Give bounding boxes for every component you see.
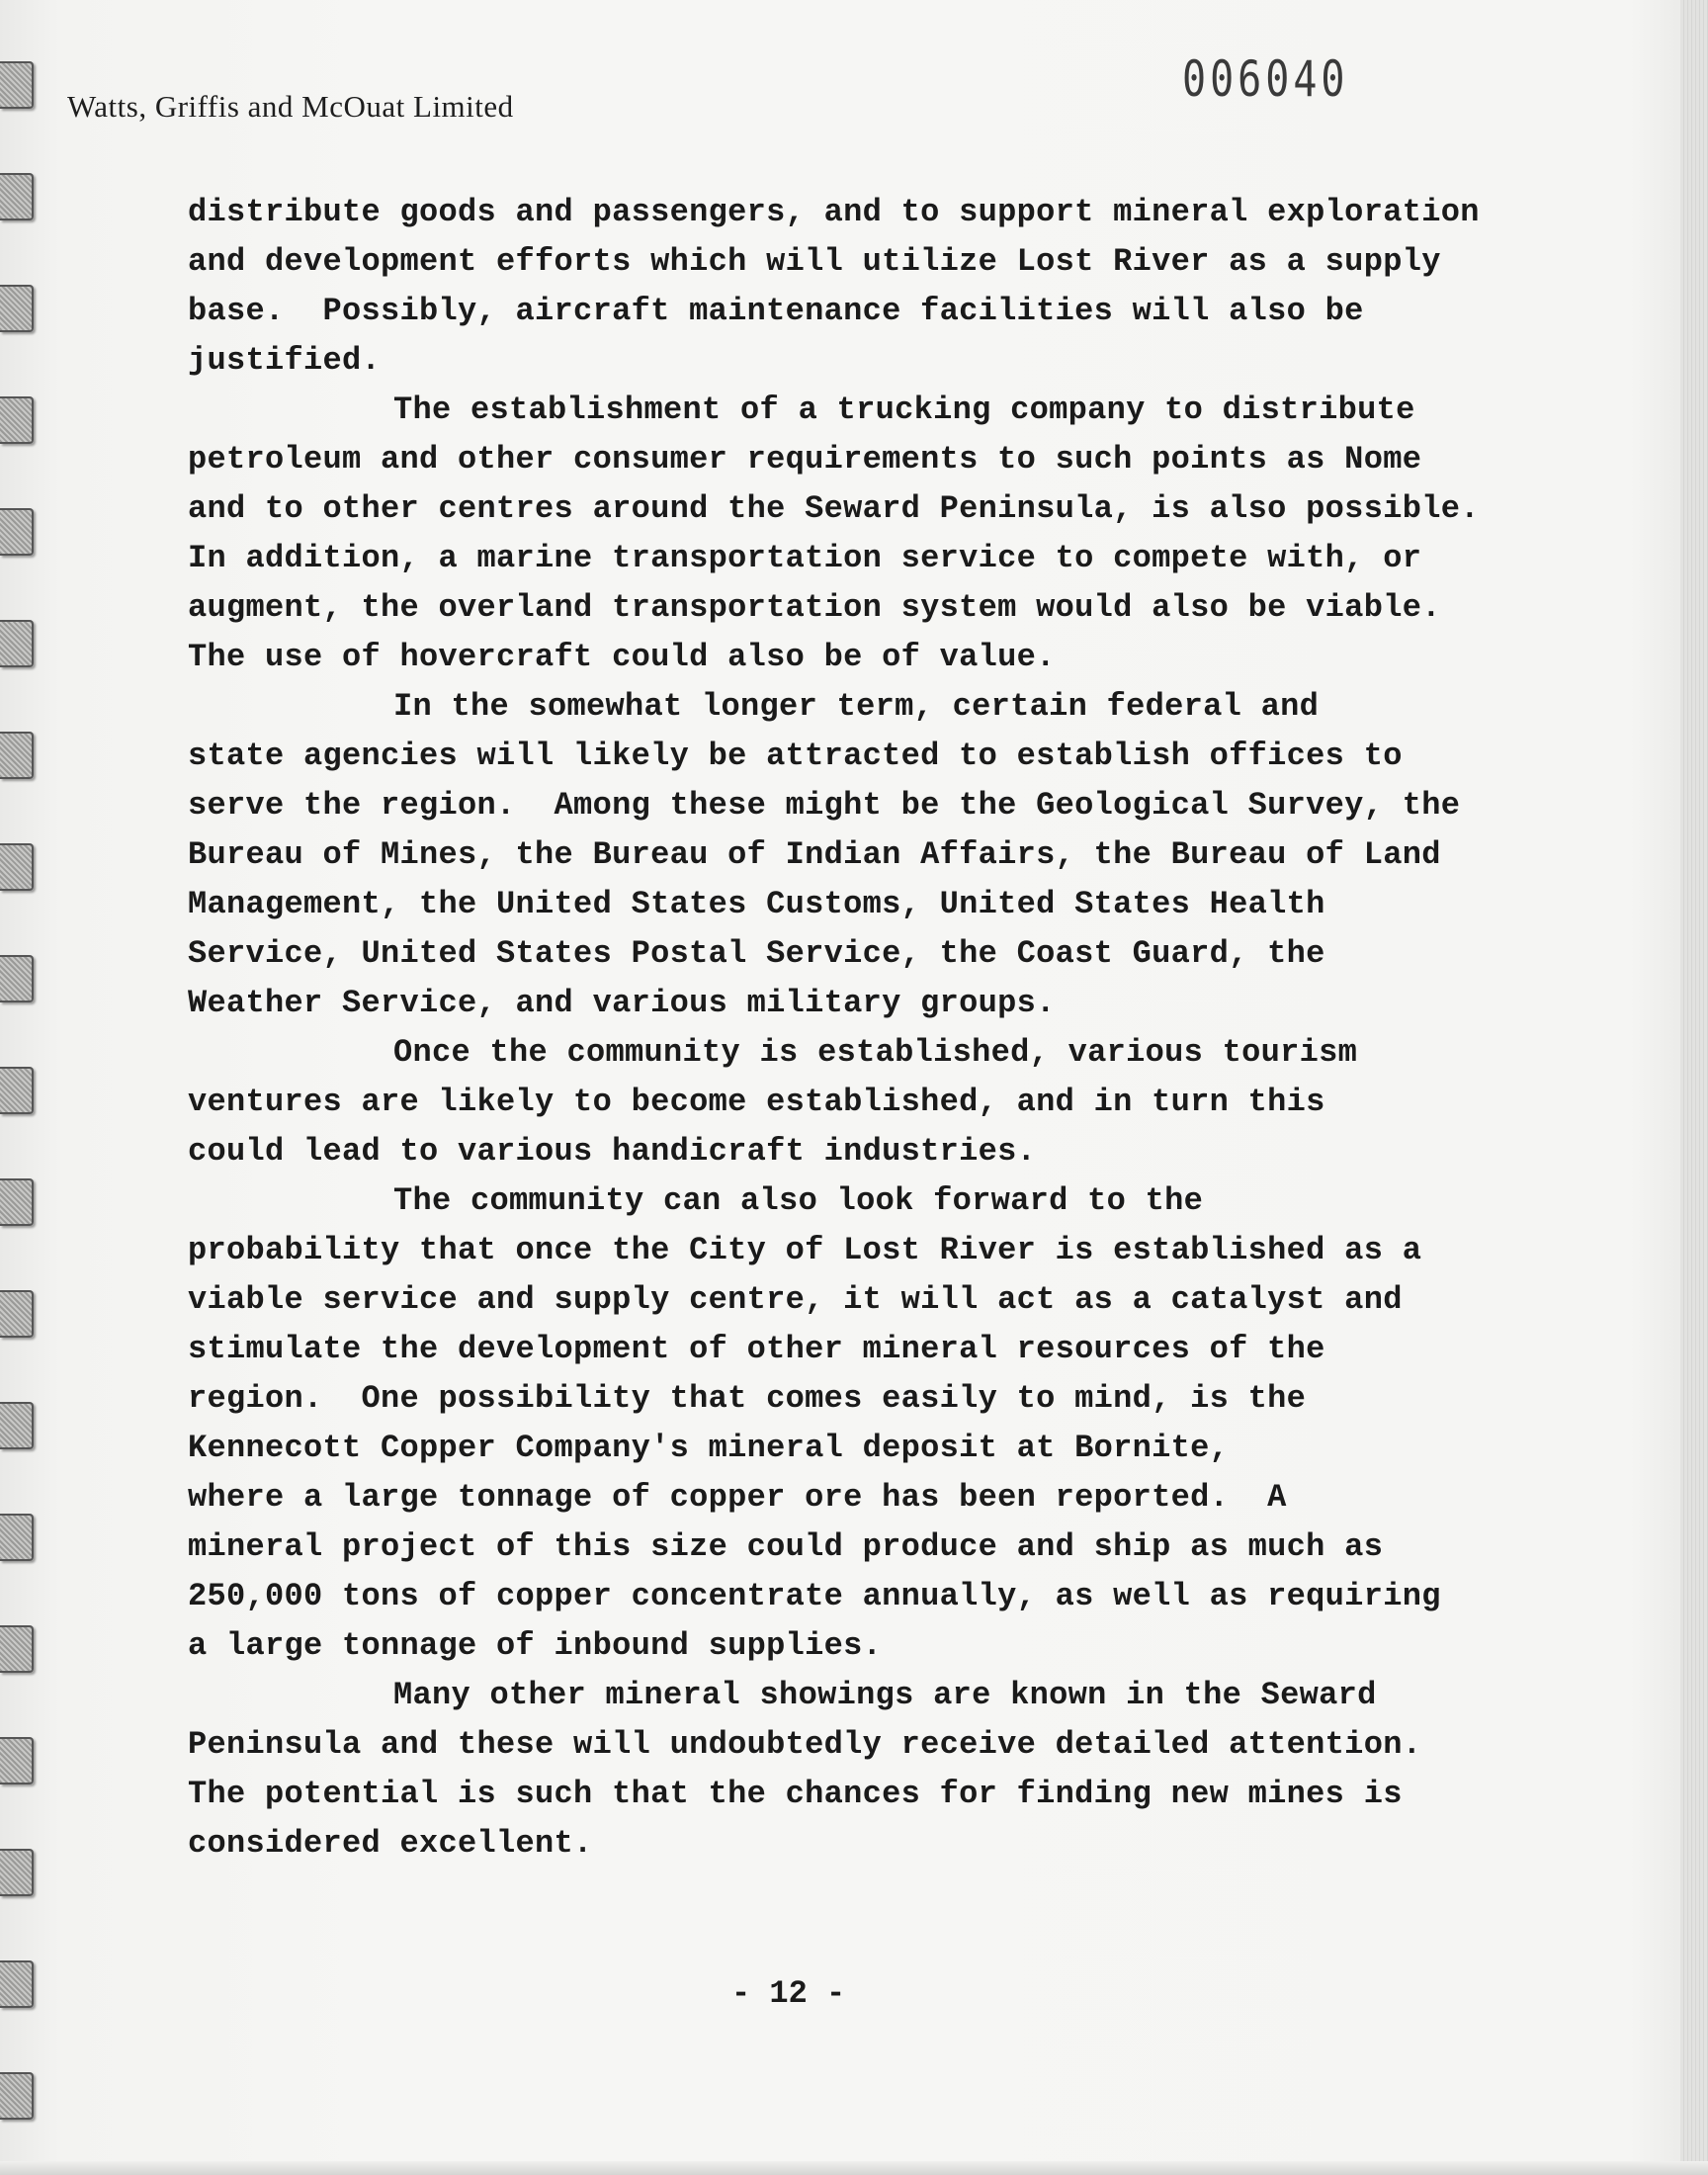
- binding-ring: [0, 508, 34, 556]
- binding-ring: [0, 732, 34, 779]
- page-edge-bottom: [0, 2161, 1708, 2175]
- text-line: where a large tonnage of copper ore has been reported. A: [188, 1479, 1287, 1516]
- text-line: Service, United States Postal Service, the Coast Guard, the: [188, 935, 1325, 972]
- text-line: distribute goods and passengers, and to support mineral exploration: [188, 194, 1480, 230]
- text-line: mineral project of this size could produce and ship as much as: [188, 1528, 1384, 1565]
- binding-ring: [0, 1737, 34, 1784]
- binding-ring: [0, 1402, 34, 1449]
- paragraph: [188, 188, 1572, 386]
- text-line: considered excellent.: [188, 1825, 593, 1862]
- text-line: probability that once the City of Lost River is established as a: [188, 1232, 1422, 1268]
- binding-ring: [0, 61, 34, 109]
- text-line: 250,000 tons of copper concentrate annually, as well as requiring: [188, 1578, 1441, 1614]
- text-line: augment, the overland transportation system would also be viable.: [188, 589, 1441, 626]
- company-letterhead: Watts, Griffis and McOuat Limited: [67, 89, 514, 124]
- binding-ring: [0, 843, 34, 891]
- text-line: a large tonnage of inbound supplies.: [188, 1627, 883, 1664]
- binding-ring: [0, 1514, 34, 1561]
- text-line: could lead to various handicraft industries.: [188, 1133, 1037, 1170]
- body-text: [188, 188, 1572, 1869]
- binding-ring: [0, 955, 34, 1002]
- text-line: Bureau of Mines, the Bureau of Indian Affairs, the Bureau of Land: [188, 836, 1441, 873]
- text-line: serve the region. Among these might be the Geological Survey, the: [188, 787, 1461, 824]
- page-number: - 12 -: [731, 1975, 846, 2012]
- text-line: region. One possibility that comes easily to mind, is the: [188, 1380, 1307, 1417]
- text-line: Many other mineral showings are known in the Seward: [393, 1677, 1377, 1713]
- binding-ring: [0, 1960, 34, 2008]
- text-line: Weather Service, and various military groups.: [188, 985, 1056, 1021]
- binding-ring: [0, 620, 34, 667]
- text-line: petroleum and other consumer requirements to such points as Nome: [188, 441, 1422, 478]
- text-line: Peninsula and these will undoubtedly receive detailed attention.: [188, 1726, 1422, 1763]
- paragraph: [188, 1671, 1572, 1869]
- text-line: ventures are likely to become established, and in turn this: [188, 1084, 1325, 1120]
- text-line: justified.: [188, 342, 382, 379]
- paragraph: [188, 386, 1572, 682]
- text-line: stimulate the development of other mineral resources of the: [188, 1331, 1325, 1367]
- text-line: and to other centres around the Seward Peninsula, is also possible.: [188, 490, 1480, 527]
- binding-ring: [0, 1849, 34, 1896]
- binding-ring: [0, 396, 34, 444]
- text-line: In the somewhat longer term, certain federal and: [393, 688, 1320, 725]
- text-line: and development efforts which will utilize Lost River as a supply: [188, 243, 1441, 280]
- binding-ring: [0, 1067, 34, 1114]
- page-edge-right: [1680, 0, 1708, 2175]
- text-line: The use of hovercraft could also be of value.: [188, 639, 1056, 675]
- binding-ring: [0, 1178, 34, 1226]
- binding-ring: [0, 173, 34, 220]
- text-line: Management, the United States Customs, United States Health: [188, 886, 1325, 922]
- binding-ring: [0, 1290, 34, 1338]
- document-number: 006040: [1182, 51, 1349, 109]
- paragraph: [188, 1176, 1572, 1671]
- text-line: state agencies will likely be attracted to establish offices to: [188, 738, 1403, 774]
- text-line: Kennecott Copper Company's mineral deposit at Bornite,: [188, 1430, 1230, 1466]
- binding-ring: [0, 285, 34, 332]
- text-line: The potential is such that the chances for finding new mines is: [188, 1776, 1403, 1812]
- text-line: The community can also look forward to the: [393, 1182, 1204, 1219]
- paragraph: [188, 1028, 1572, 1176]
- text-line: The establishment of a trucking company to distribute: [393, 392, 1415, 428]
- text-line: In addition, a marine transportation service to compete with, or: [188, 540, 1422, 576]
- binding-ring: [0, 1625, 34, 1673]
- paragraph: [188, 682, 1572, 1028]
- binding-ring: [0, 2072, 34, 2120]
- text-line: viable service and supply centre, it will act as a catalyst and: [188, 1281, 1403, 1318]
- text-line: base. Possibly, aircraft maintenance facilities will also be: [188, 293, 1364, 329]
- spiral-binding: [0, 0, 40, 2175]
- text-line: Once the community is established, various tourism: [393, 1034, 1358, 1071]
